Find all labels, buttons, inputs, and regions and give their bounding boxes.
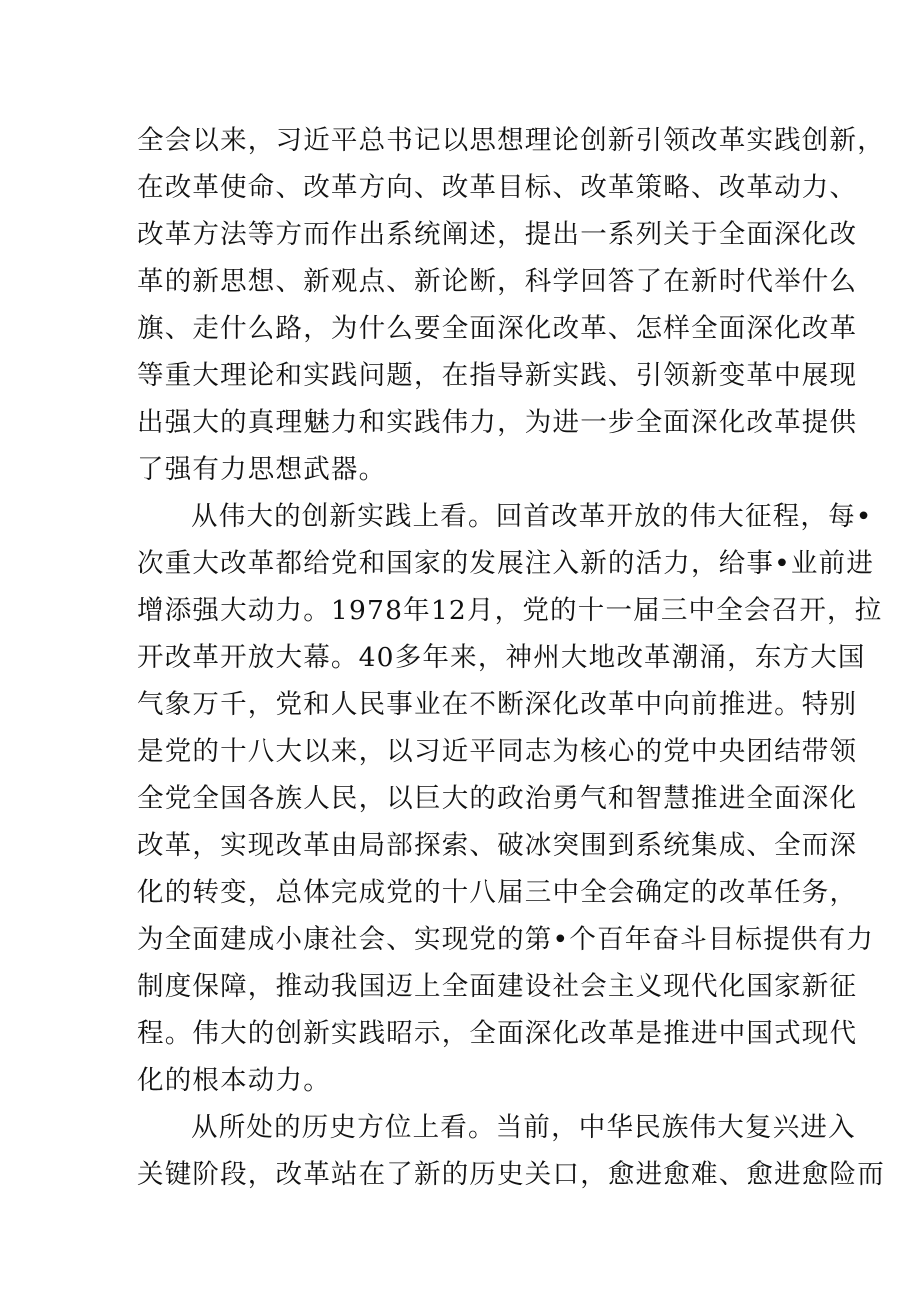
text-line: 等重大理论和实践问题，在指导新实践、引领新变革中展现 — [137, 360, 858, 391]
text-line: 增添强大动力。1978年12月，党的十一届三中全会召开，拉 — [137, 595, 883, 626]
text-line: 在改革使命、改革方向、改革目标、改革策略、改革动力、 — [137, 172, 858, 203]
body-text — [137, 117, 885, 1198]
text-line: 次重大改革都给党和国家的发展注入新的活力，给事•业前进 — [137, 548, 875, 579]
text-line: 全党全国各族人民，以巨大的政治勇气和智慧推进全面深化 — [137, 783, 858, 814]
text-line: 出强大的真理魅力和实践伟力，为进一步全面深化改革提供 — [137, 407, 858, 438]
text-line: 改革方法等方而作出系统阐述，提出一系列关于全面深化改 — [137, 219, 858, 250]
text-line: 化的转变，总体完成党的十八届三中全会确定的改革任务， — [137, 877, 858, 908]
text-line: 从伟大的创新实践上看。回首改革开放的伟大征程，每• — [191, 501, 873, 532]
paragraph-2 — [137, 493, 883, 1104]
text-line: 旗、走什么路，为什么要全面深化改革、怎样全面深化改革 — [137, 313, 858, 344]
text-line: 为全面建成小康社会、实现党的第•个百年奋斗目标提供有力 — [137, 924, 875, 955]
text-line: 从所处的历史方位上看。当前，中华民族伟大复兴进入 — [191, 1112, 856, 1143]
text-line: 制度保障，推动我国迈上全面建设社会主义现代化国家新征 — [137, 971, 858, 1002]
text-line: 是党的十八大以来，以习近平同志为核心的党中央团结带领 — [137, 736, 858, 767]
text-line: 改革，实现改革由局部探索、破冰突围到系统集成、全而深 — [137, 830, 858, 861]
paragraph-3 — [137, 1104, 885, 1198]
text-line: 革的新思想、新观点、新论断，科学回答了在新时代举什么 — [137, 266, 858, 297]
text-line: 了强有力思想武器。 — [137, 454, 387, 485]
text-line: 开改革开放大幕。40多年来，神州大地改革潮涌，东方大国 — [137, 642, 866, 673]
text-line: 全会以来，习近平总书记以思想理论创新引领改革实践创新， — [137, 125, 885, 156]
text-line: 化的根本动力。 — [137, 1065, 331, 1096]
text-line: 关键阶段，改革站在了新的历史关口，愈进愈难、愈进愈险而 — [137, 1159, 885, 1190]
text-line: 气象万千，党和人民事业在不断深化改革中向前推进。特别 — [137, 689, 858, 720]
text-line: 程。伟大的创新实践昭示，全面深化改革是推进中国式现代 — [137, 1018, 858, 1049]
paragraph-1 — [137, 117, 885, 493]
